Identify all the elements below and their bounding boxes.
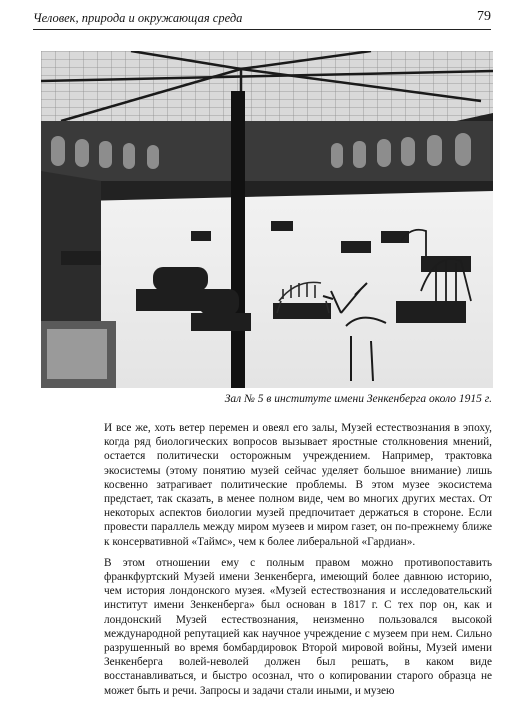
running-title: Человек, природа и окружающая среда <box>33 11 243 25</box>
figure-caption: Зал № 5 в институте имени Зенкенберга около 1915 г. <box>224 393 492 405</box>
header-rule <box>33 29 491 30</box>
museum-hall-photo <box>41 51 493 388</box>
body-text <box>104 421 492 705</box>
running-header <box>33 8 491 30</box>
paragraph: И все же, хоть ветер перемен и овеял его залы, Музей естествознания в эпоху, когда ряд биологических вопросов вызывает яростные столкновения мнений, остается политически осторожным учреждением. Например, трактовка экосистемы (этому понятию музей сейчас уделяет большое внимание) лишь косвенно затрагивает политические проблемы. В этом музее экосистема предстает, так сказать, в менее полном виде, чем во многих других местах. От некоторых аспектов биологии музей предпочитает держаться в стороне. Если провести параллель между миром музеев и миром газет, он по-прежнему ближе к консервативной «Таймс», чем к более либеральной «Гардиан». <box>104 422 492 548</box>
paragraph: В этом отношении ему с полным правом можно противопоставить франкфуртский Музей имени Зенкенберга, имеющий более давнюю историю, чем история лондонского музея. «Музей естествознания и исследовательский институт имени Зенкенберга» был основан в 1817 г. С тех пор он, как и лондонский Музей естествознания, неизменно пользовался высокой международной репутацией как научное учреждение с музеем при нем. Сильно разрушенный во время бомбардировок Второй мировой войны, Музей имени Зенкенберга волей-неволей должен был решать, в каком виде восстанавливаться, и быстро осознал, что о копировании старого образца не может быть и речи. Запросы и задачи стали иными, и музею <box>104 556 492 697</box>
page-number: 79 <box>477 9 491 24</box>
